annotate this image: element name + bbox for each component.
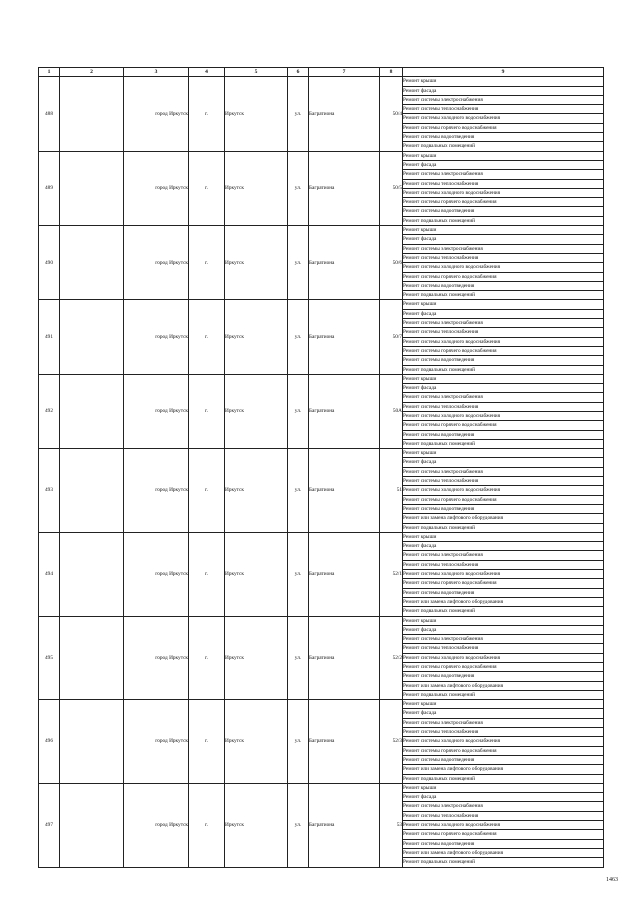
- work-item: Ремонт крыши: [403, 226, 604, 235]
- municipality-cell: город Иркутск: [124, 700, 189, 784]
- work-item: Ремонт системы электроснабжения: [403, 244, 604, 253]
- work-item: Ремонт системы горячего водоснабжения: [403, 495, 604, 504]
- locality-cell: Иркутск: [225, 532, 288, 616]
- work-item: Ремонт фасада: [403, 86, 604, 95]
- work-item: Ремонт системы теплоснабжения: [403, 402, 604, 411]
- house-number-cell: 53: [380, 783, 403, 867]
- work-item: Ремонт крыши: [403, 151, 604, 160]
- locality-type-cell: г.: [189, 449, 225, 533]
- house-number-cell: 50/5: [380, 151, 403, 225]
- work-item: Ремонт крыши: [403, 77, 604, 86]
- work-item: Ремонт системы холодного водоснабжения: [403, 263, 604, 272]
- empty-cell: [60, 300, 124, 374]
- work-item: Ремонт подвальных помещений: [403, 365, 604, 374]
- municipality-cell: город Иркутск: [124, 151, 189, 225]
- municipality-cell: город Иркутск: [124, 449, 189, 533]
- street-type-cell: ул.: [288, 300, 309, 374]
- locality-type-cell: г.: [189, 226, 225, 300]
- work-item: Ремонт системы водоотведения: [403, 207, 604, 216]
- page-number: 1463: [606, 877, 618, 883]
- work-item: Ремонт системы электроснабжения: [403, 635, 604, 644]
- header-col-5: 5: [225, 68, 288, 77]
- street-type-cell: ул.: [288, 532, 309, 616]
- work-item: Ремонт фасада: [403, 709, 604, 718]
- row-number: 495: [39, 616, 60, 700]
- work-item: Ремонт подвальных помещений: [403, 439, 604, 448]
- work-item: Ремонт системы холодного водоснабжения: [403, 570, 604, 579]
- work-item: Ремонт подвальных помещений: [403, 291, 604, 300]
- header-row: [39, 68, 604, 77]
- street-type-cell: ул.: [288, 77, 309, 151]
- house-number-cell: 52/1: [380, 532, 403, 616]
- locality-cell: Иркутск: [225, 783, 288, 867]
- work-item: Ремонт подвальных помещений: [403, 607, 604, 616]
- street-type-cell: ул.: [288, 374, 309, 448]
- work-item: Ремонт системы горячего водоснабжения: [403, 830, 604, 839]
- work-item: Ремонт системы холодного водоснабжения: [403, 486, 604, 495]
- work-item: Ремонт подвальных помещений: [403, 858, 604, 867]
- locality-type-cell: г.: [189, 616, 225, 700]
- work-item: Ремонт системы горячего водоснабжения: [403, 663, 604, 672]
- locality-type-cell: г.: [189, 700, 225, 784]
- house-number-cell: 52/2: [380, 616, 403, 700]
- municipality-cell: город Иркутск: [124, 226, 189, 300]
- work-item: Ремонт системы электроснабжения: [403, 802, 604, 811]
- row-number: 492: [39, 374, 60, 448]
- header-col-7: 7: [309, 68, 380, 77]
- house-number-cell: 50/4: [380, 77, 403, 151]
- work-item: Ремонт системы холодного водоснабжения: [403, 188, 604, 197]
- municipality-cell: город Иркутск: [124, 616, 189, 700]
- table-row: [39, 300, 604, 309]
- work-item: Ремонт крыши: [403, 532, 604, 541]
- municipality-cell: город Иркутск: [124, 532, 189, 616]
- table-row: [39, 700, 604, 709]
- work-item: Ремонт фасада: [403, 235, 604, 244]
- row-number: 489: [39, 151, 60, 225]
- work-item: Ремонт системы водоотведения: [403, 755, 604, 764]
- locality-type-cell: г.: [189, 532, 225, 616]
- street-type-cell: ул.: [288, 151, 309, 225]
- work-item: Ремонт системы электроснабжения: [403, 551, 604, 560]
- table-row: [39, 374, 604, 383]
- row-number: 488: [39, 77, 60, 151]
- row-number: 494: [39, 532, 60, 616]
- street-cell: Багратиона: [309, 300, 380, 374]
- work-item: Ремонт системы электроснабжения: [403, 319, 604, 328]
- house-number-cell: 51: [380, 449, 403, 533]
- street-type-cell: ул.: [288, 226, 309, 300]
- empty-cell: [60, 449, 124, 533]
- locality-cell: Иркутск: [225, 151, 288, 225]
- work-item: Ремонт или замена лифтового оборудования: [403, 514, 604, 523]
- work-item: Ремонт системы горячего водоснабжения: [403, 346, 604, 355]
- work-item: Ремонт системы водоотведения: [403, 839, 604, 848]
- empty-cell: [60, 77, 124, 151]
- work-item: Ремонт системы водоотведения: [403, 356, 604, 365]
- work-item: Ремонт системы горячего водоснабжения: [403, 198, 604, 207]
- work-item: Ремонт или замена лифтового оборудования: [403, 848, 604, 857]
- street-type-cell: ул.: [288, 616, 309, 700]
- street-type-cell: ул.: [288, 783, 309, 867]
- work-item: Ремонт системы теплоснабжения: [403, 328, 604, 337]
- work-item: Ремонт системы водоотведения: [403, 672, 604, 681]
- work-item: Ремонт фасада: [403, 625, 604, 634]
- header-col-3: 3: [124, 68, 189, 77]
- work-item: Ремонт системы водоотведения: [403, 430, 604, 439]
- locality-cell: Иркутск: [225, 700, 288, 784]
- work-item: Ремонт системы водоотведения: [403, 281, 604, 290]
- table-row: [39, 77, 604, 86]
- work-item: Ремонт подвальных помещений: [403, 142, 604, 151]
- work-item: Ремонт системы холодного водоснабжения: [403, 337, 604, 346]
- locality-type-cell: г.: [189, 77, 225, 151]
- work-item: Ремонт системы теплоснабжения: [403, 179, 604, 188]
- header-col-9: 9: [403, 68, 604, 77]
- work-item: Ремонт системы электроснабжения: [403, 170, 604, 179]
- header-col-2: 2: [60, 68, 124, 77]
- work-item: Ремонт подвальных помещений: [403, 216, 604, 225]
- row-number: 496: [39, 700, 60, 784]
- work-item: Ремонт системы теплоснабжения: [403, 644, 604, 653]
- locality-cell: Иркутск: [225, 300, 288, 374]
- work-item: Ремонт системы теплоснабжения: [403, 811, 604, 820]
- house-number-cell: 50/7: [380, 300, 403, 374]
- work-item: Ремонт системы водоотведения: [403, 133, 604, 142]
- street-cell: Багратиона: [309, 783, 380, 867]
- table-row: [39, 616, 604, 625]
- row-number: 491: [39, 300, 60, 374]
- work-item: Ремонт системы горячего водоснабжения: [403, 272, 604, 281]
- works-table: [38, 67, 604, 868]
- work-item: Ремонт крыши: [403, 300, 604, 309]
- header-col-1: 1: [39, 68, 60, 77]
- street-cell: Багратиона: [309, 449, 380, 533]
- work-item: Ремонт фасада: [403, 542, 604, 551]
- work-item: Ремонт системы теплоснабжения: [403, 105, 604, 114]
- work-item: Ремонт или замена лифтового оборудования: [403, 765, 604, 774]
- locality-type-cell: г.: [189, 783, 225, 867]
- locality-type-cell: г.: [189, 300, 225, 374]
- work-item: Ремонт системы водоотведения: [403, 588, 604, 597]
- street-cell: Багратиона: [309, 151, 380, 225]
- work-item: Ремонт системы горячего водоснабжения: [403, 421, 604, 430]
- header-col-8: 8: [380, 68, 403, 77]
- work-item: Ремонт или замена лифтового оборудования: [403, 597, 604, 606]
- municipality-cell: город Иркутск: [124, 300, 189, 374]
- work-item: Ремонт системы теплоснабжения: [403, 477, 604, 486]
- work-item: Ремонт фасада: [403, 160, 604, 169]
- row-number: 493: [39, 449, 60, 533]
- work-item: Ремонт фасада: [403, 384, 604, 393]
- work-item: Ремонт системы электроснабжения: [403, 95, 604, 104]
- work-item: Ремонт системы холодного водоснабжения: [403, 411, 604, 420]
- locality-cell: Иркутск: [225, 616, 288, 700]
- work-item: Ремонт системы горячего водоснабжения: [403, 579, 604, 588]
- work-item: Ремонт системы холодного водоснабжения: [403, 737, 604, 746]
- locality-cell: Иркутск: [225, 77, 288, 151]
- empty-cell: [60, 616, 124, 700]
- table-body: [39, 77, 604, 867]
- table-row: [39, 783, 604, 792]
- work-item: Ремонт системы теплоснабжения: [403, 253, 604, 262]
- header-col-6: 6: [288, 68, 309, 77]
- house-number-cell: 50А: [380, 374, 403, 448]
- locality-cell: Иркутск: [225, 374, 288, 448]
- work-item: Ремонт подвальных помещений: [403, 690, 604, 699]
- empty-cell: [60, 226, 124, 300]
- street-cell: Багратиона: [309, 77, 380, 151]
- table-row: [39, 226, 604, 235]
- table-row: [39, 449, 604, 458]
- work-item: Ремонт системы холодного водоснабжения: [403, 653, 604, 662]
- street-cell: Багратиона: [309, 616, 380, 700]
- work-item: Ремонт системы холодного водоснабжения: [403, 821, 604, 830]
- work-item: Ремонт или замена лифтового оборудования: [403, 681, 604, 690]
- work-item: Ремонт системы электроснабжения: [403, 393, 604, 402]
- street-type-cell: ул.: [288, 449, 309, 533]
- work-item: Ремонт крыши: [403, 449, 604, 458]
- work-item: Ремонт системы горячего водоснабжения: [403, 746, 604, 755]
- empty-cell: [60, 151, 124, 225]
- work-item: Ремонт фасада: [403, 458, 604, 467]
- street-cell: Багратиона: [309, 226, 380, 300]
- work-item: Ремонт крыши: [403, 700, 604, 709]
- work-item: Ремонт крыши: [403, 783, 604, 792]
- house-number-cell: 52/3: [380, 700, 403, 784]
- work-item: Ремонт фасада: [403, 309, 604, 318]
- work-item: Ремонт фасада: [403, 793, 604, 802]
- locality-cell: Иркутск: [225, 449, 288, 533]
- locality-type-cell: г.: [189, 374, 225, 448]
- municipality-cell: город Иркутск: [124, 374, 189, 448]
- row-number: 497: [39, 783, 60, 867]
- empty-cell: [60, 783, 124, 867]
- row-number: 490: [39, 226, 60, 300]
- street-cell: Багратиона: [309, 374, 380, 448]
- empty-cell: [60, 374, 124, 448]
- work-item: Ремонт подвальных помещений: [403, 774, 604, 783]
- table-row: [39, 532, 604, 541]
- empty-cell: [60, 532, 124, 616]
- house-number-cell: 50/6: [380, 226, 403, 300]
- municipality-cell: город Иркутск: [124, 77, 189, 151]
- work-item: Ремонт системы горячего водоснабжения: [403, 123, 604, 132]
- work-item: Ремонт подвальных помещений: [403, 523, 604, 532]
- work-item: Ремонт системы холодного водоснабжения: [403, 114, 604, 123]
- table-row: [39, 151, 604, 160]
- work-item: Ремонт системы теплоснабжения: [403, 728, 604, 737]
- locality-cell: Иркутск: [225, 226, 288, 300]
- header-col-4: 4: [189, 68, 225, 77]
- empty-cell: [60, 700, 124, 784]
- street-cell: Багратиона: [309, 532, 380, 616]
- work-item: Ремонт крыши: [403, 374, 604, 383]
- work-item: Ремонт системы электроснабжения: [403, 718, 604, 727]
- work-item: Ремонт крыши: [403, 616, 604, 625]
- locality-type-cell: г.: [189, 151, 225, 225]
- street-type-cell: ул.: [288, 700, 309, 784]
- work-item: Ремонт системы водоотведения: [403, 504, 604, 513]
- work-item: Ремонт системы электроснабжения: [403, 467, 604, 476]
- work-item: Ремонт системы теплоснабжения: [403, 560, 604, 569]
- municipality-cell: город Иркутск: [124, 783, 189, 867]
- street-cell: Багратиона: [309, 700, 380, 784]
